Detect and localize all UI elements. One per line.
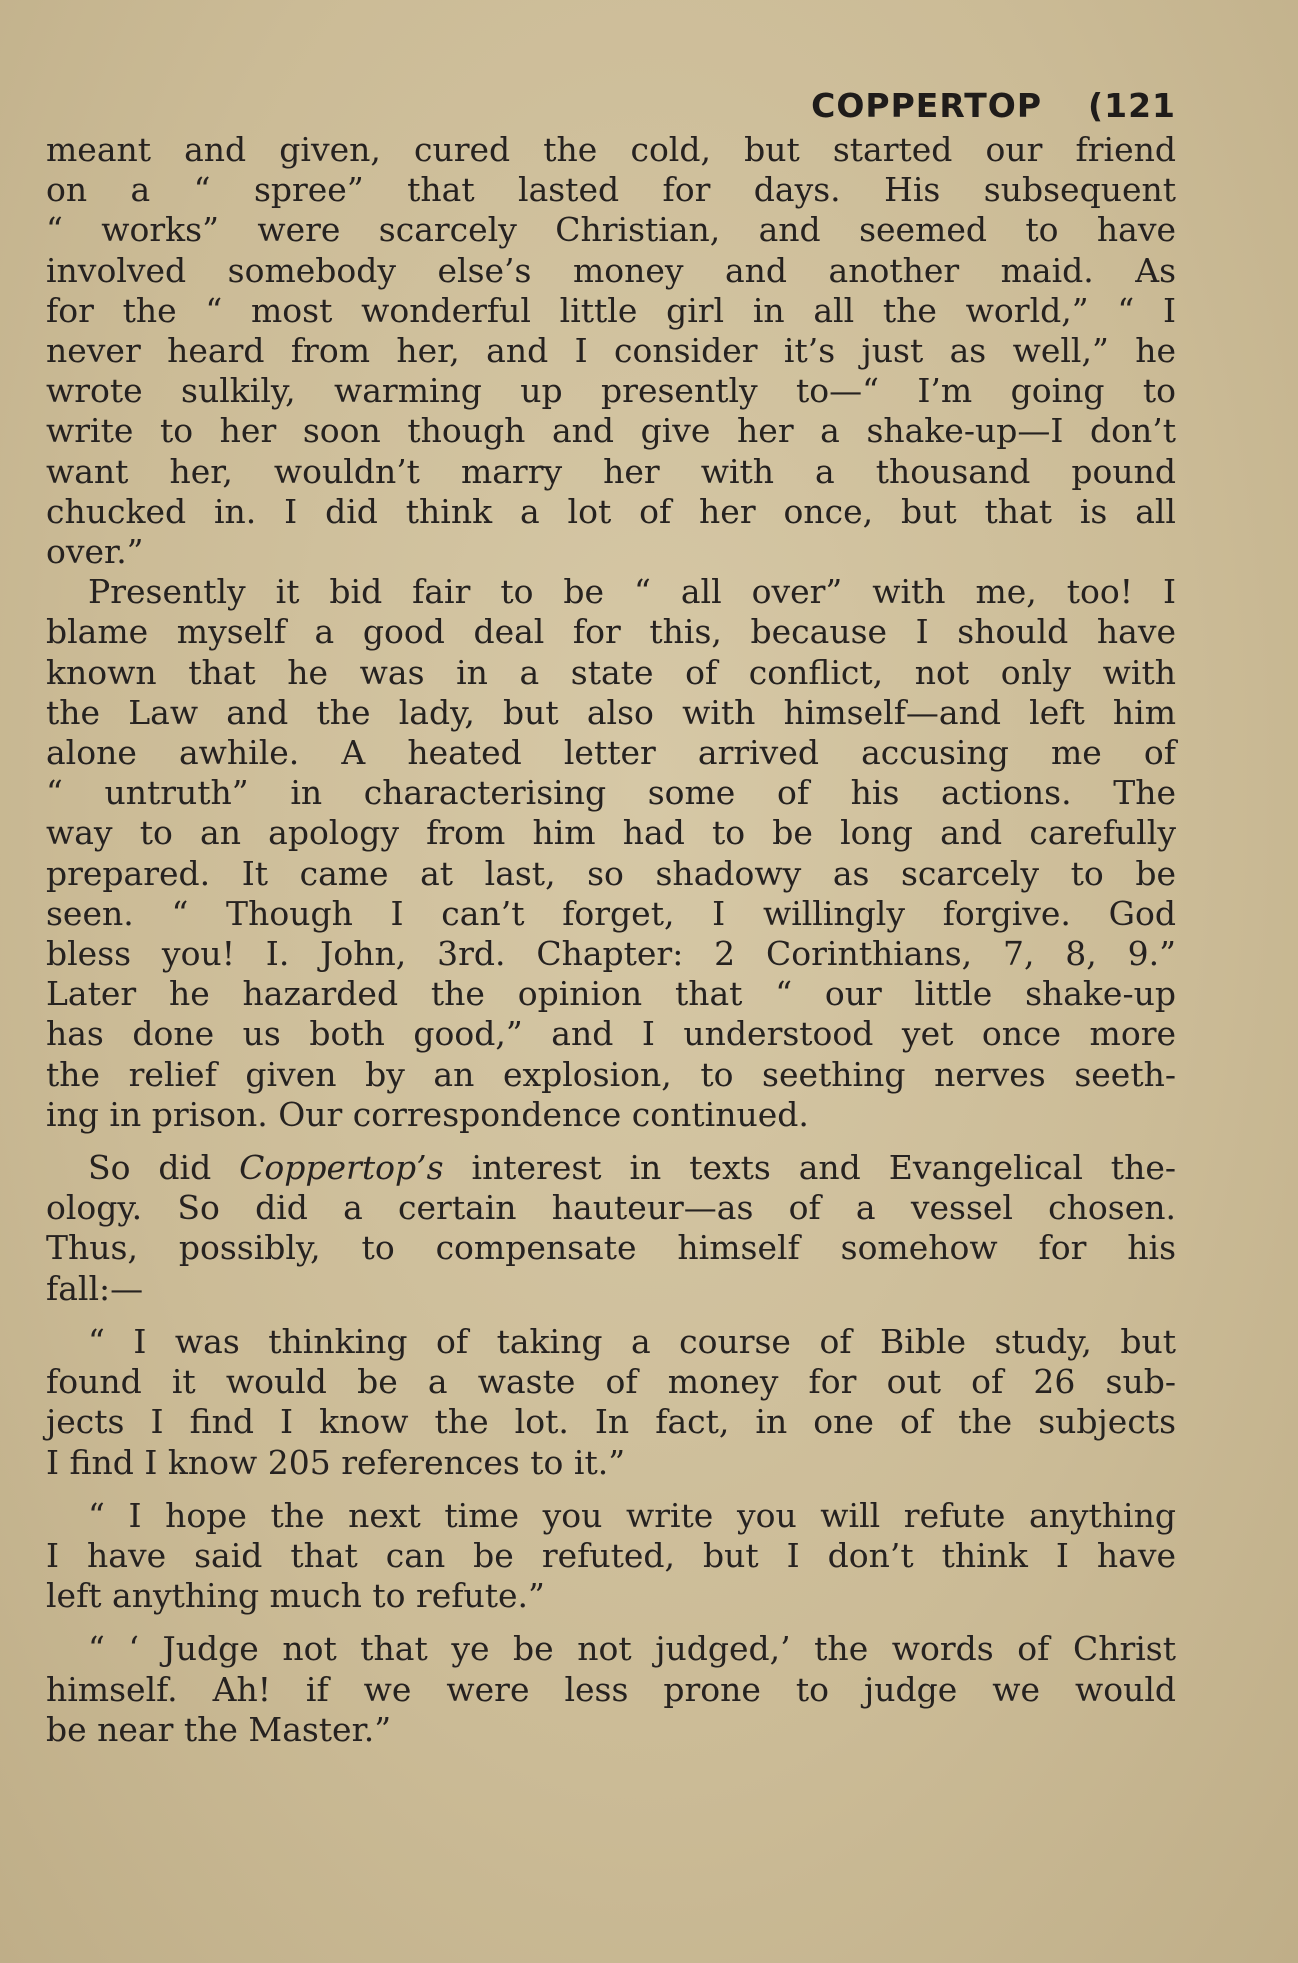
page-number: (121 (1088, 86, 1176, 125)
text-lead: So did (88, 1148, 240, 1188)
text-line: “ I was thinking of taking a course of Bible study, but (88, 1321, 1176, 1361)
text-line: over.” (46, 532, 144, 572)
text-line: Thus, possibly, to compensate himself somehow for his (46, 1228, 1176, 1268)
text-line: “ works” were scarcely Christian, and seemed to have (46, 210, 1176, 250)
text-line: on a “ spree” that lasted for days. His subsequent (46, 170, 1176, 210)
text-line: alone awhile. A heated letter arrived accusing me of (46, 733, 1176, 773)
text-line: the Law and the lady, but also with himself—and left him (46, 692, 1176, 732)
text-line: ing in prison. Our correspondence continued. (46, 1094, 809, 1134)
italic-title: Coppertop’s (239, 1148, 444, 1188)
text-line: bless you! I. John, 3rd. Chapter: 2 Corinthians, 7, 8, 9.” (46, 934, 1176, 974)
text-line: fall:— (46, 1268, 144, 1308)
text-line: never heard from her, and I consider it’s just as well,” he (46, 331, 1176, 371)
text-line (46, 1148, 1176, 1188)
paragraph-3 (46, 1148, 1176, 1309)
running-head-title: COPPERTOP (811, 86, 1043, 125)
running-head (46, 82, 1176, 130)
text-line: himself. Ah! if we were less prone to judge we would (46, 1669, 1176, 1709)
text-line: Later he hazarded the opinion that “ our little shake-up (46, 974, 1176, 1014)
text-line: found it would be a waste of money for out of 26 sub- (46, 1362, 1176, 1402)
text-line: wrote sulkily, warming up presently to—“ I’m going to (46, 371, 1176, 411)
paragraph-5 (46, 1496, 1176, 1617)
paragraph-1 (46, 130, 1176, 572)
text-line: chucked in. I did think a lot of her once, but that is all (46, 491, 1176, 531)
text-line: prepared. It came at last, so shadowy as scarcely to be (46, 853, 1176, 893)
text-line: write to her soon though and give her a shake-up—I don’t (46, 411, 1176, 451)
text-line: has done us both good,” and I understood yet once more (46, 1014, 1176, 1054)
text-line: “ ‘ Judge not that ye be not judged,’ the words of Christ (88, 1629, 1176, 1669)
text-line: “ untruth” in characterising some of his actions. The (46, 773, 1176, 813)
text-line: Presently it bid fair to be “ all over” with me, too! I (88, 572, 1176, 612)
text-line: involved somebody else’s money and another maid. As (46, 250, 1176, 290)
text-line: ology. So did a certain hauteur—as of a vessel chosen. (46, 1188, 1176, 1228)
paragraph-2 (46, 572, 1176, 1135)
text-line: way to an apology from him had to be long and carefully (46, 813, 1176, 853)
text-rest: interest in texts and Evangelical the- (443, 1148, 1176, 1188)
text-line: I find I know 205 references to it.” (46, 1442, 626, 1482)
paragraph-6 (46, 1629, 1176, 1750)
text-line: “ I hope the next time you write you will refute anything (88, 1495, 1176, 1535)
paragraph-4 (46, 1322, 1176, 1483)
text-line: the relief given by an explosion, to seething nerves seeth- (46, 1054, 1176, 1094)
text-line: I have said that can be refuted, but I don’t think I have (46, 1535, 1176, 1575)
text-line: known that he was in a state of conflict, not only with (46, 652, 1176, 692)
text-line: left anything much to refute.” (46, 1576, 545, 1616)
text-line: blame myself a good deal for this, because I should have (46, 612, 1176, 652)
text-line: for the “ most wonderful little girl in all the world,” “ I (46, 290, 1176, 330)
book-page (46, 82, 1176, 1750)
text-line: want her, wouldn’t marry her with a thousand pound (46, 451, 1176, 491)
text-line: seen. “ Though I can’t forget, I willingly forgive. God (46, 893, 1176, 933)
text-line: meant and given, cured the cold, but started our friend (46, 130, 1176, 169)
text-line: be near the Master.” (46, 1709, 392, 1749)
text-line: jects I find I know the lot. In fact, in one of the subjects (46, 1402, 1176, 1442)
